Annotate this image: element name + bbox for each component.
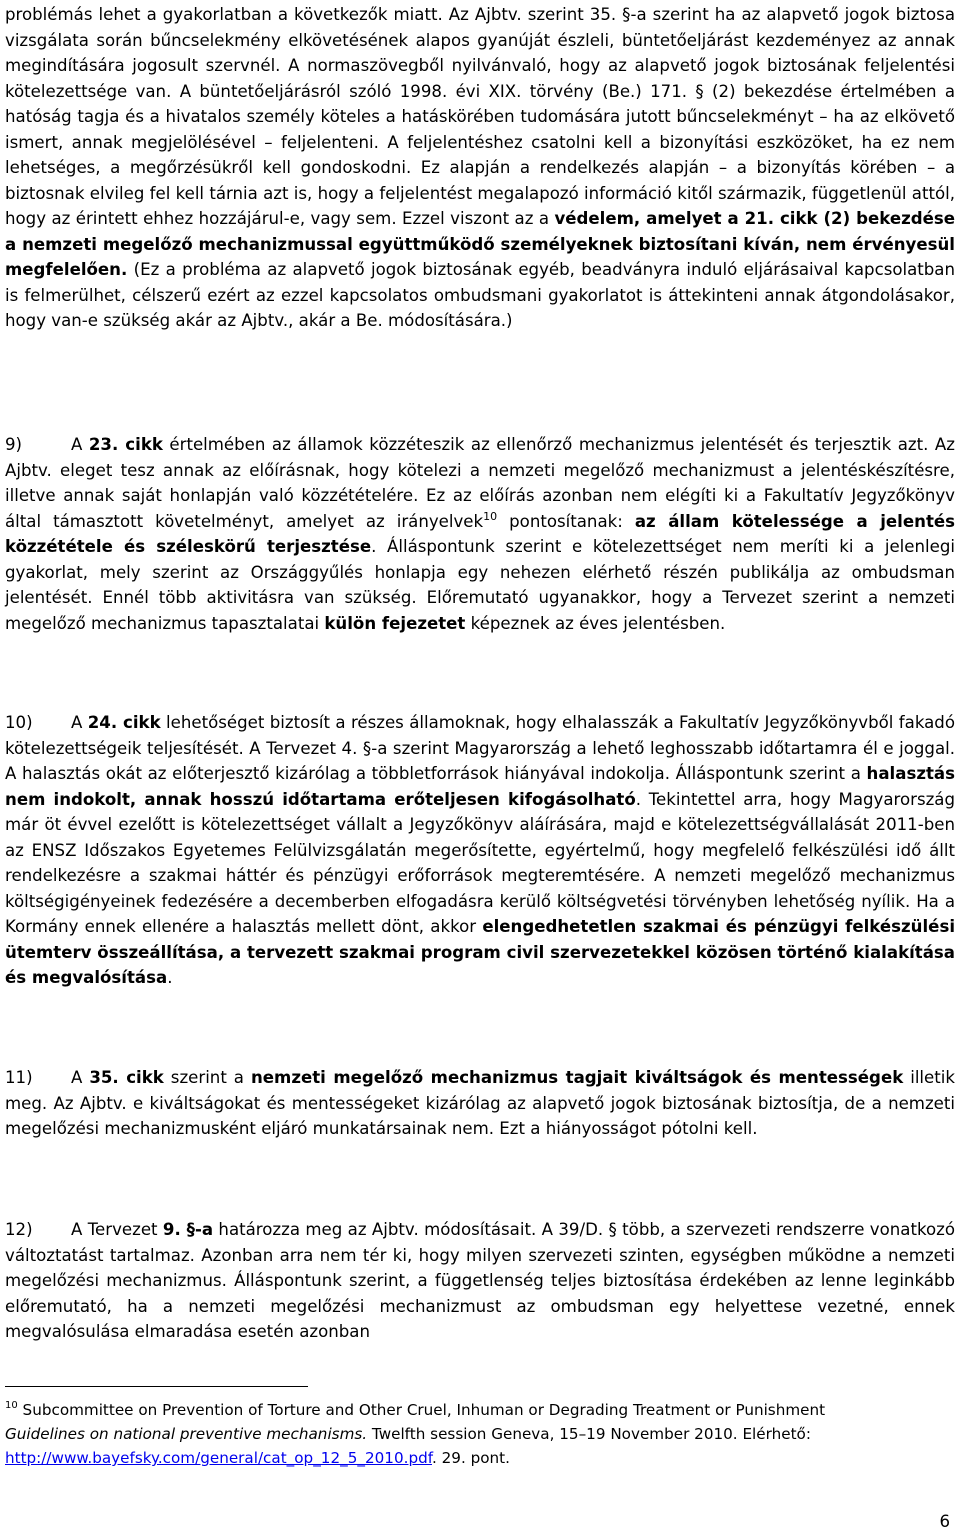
item-number: 11) bbox=[5, 1068, 33, 1087]
paragraph-item-9 bbox=[5, 432, 955, 636]
text-run: (Ez a probléma az alapvető jogok biztosának egyéb, beadványra induló eljárásaival kapcsolatban is felmerülhet, célszerű ezért az ezzel kapcsolatos ombudsmani gyakorlatot is áttekinteni annak átgondolásakor, hogy van-e szükség akár az Ajbtv., akár a Be. módosítására.) bbox=[5, 260, 955, 330]
footnote-session: Twelfth session Geneva, 15–19 November 2010. Elérhető: bbox=[367, 1425, 811, 1443]
text-run: pontosítanak: bbox=[497, 511, 635, 531]
text-run: illetik meg. Az Ajbtv. e kiváltságokat és mentességeket kizárólag az alapvető jogok biztosának biztosítja, de a nemzeti megelőzési mechanizmusként eljáró munkatársainak nem. Ezt a hiányosságot pótolni kell. bbox=[5, 1068, 955, 1138]
footnote bbox=[5, 1398, 955, 1470]
text-run: . bbox=[167, 968, 173, 987]
text-run: határozza meg az Ajbtv. módosításait. A 39/D. § több, a szervezeti rendszerre vonatkozó változtatást tartalmaz. Azonban arra nem tér ki, hogy milyen szervezeti szinten, egységben működne a nemzeti megelőzési mechanizmus. Álláspontunk szerint, a függetlenség teljes biztosítása érdekében az lenne leginkább előremutató, ha a nemzeti megelőzési mechanizmust az ombudsman egy helyettese vezetné, ennek megvalósulása elmaradása esetén azonban bbox=[5, 1220, 956, 1341]
footnote-marker: 10 bbox=[5, 1400, 18, 1411]
text-run: szerint a bbox=[163, 1068, 251, 1087]
paragraph-intro bbox=[5, 2, 955, 334]
bold-text: külön fejezetet bbox=[324, 613, 466, 633]
bold-text: 35. cikk bbox=[89, 1068, 164, 1087]
text-run: . Tekintettel arra, hogy Magyarország már öt évvel ezelőtt is kötelezettséget vállalt a Jegyzőkönyv aláírására, majd e kötelezettségvállalását 2011-ben az ENSZ Időszakos Egyetemes Felülvizsgálatán megerősítette, egyértelmű, hogy megfelelő felkészülési idő állt rendelkezésre a szakmai háttér és pénzügyi erőforrások megteremtésére. A nemzeti megelőző mechanizmus költségigényeinek fedezésére a decemberben elfogadásra kerülő költségvetési törvényben lehetőség nyílik. Ha a Kormány ennek ellenére a halasztás mellett dönt, akkor bbox=[5, 789, 956, 936]
footnote-line-3 bbox=[5, 1446, 955, 1470]
paragraph-item-10 bbox=[5, 710, 955, 991]
footnote-link[interactable]: http://www.bayefsky.com/general/cat_op_12_5_2010.pdf bbox=[5, 1449, 432, 1467]
paragraph-item-11 bbox=[5, 1065, 955, 1142]
item-number: 12) bbox=[5, 1220, 33, 1239]
bold-text: 24. cikk bbox=[87, 713, 161, 732]
paragraph-item-12 bbox=[5, 1217, 955, 1345]
bold-text: nemzeti megelőző mechanizmus tagjait kiváltságok és mentességek bbox=[250, 1068, 904, 1087]
bold-text: védelem, amelyet a 21. cikk (2) bekezdése a nemzeti megelőző mechanizmussal együttműködő személyeknek biztosítani kíván, nem érvényesül megfelelően. bbox=[5, 209, 956, 279]
footnote-text: Subcommittee on Prevention of Torture and Other Cruel, Inhuman or Degrading Treatment or Punishment bbox=[17, 1401, 826, 1419]
item-number: 10) bbox=[5, 713, 33, 732]
text-run: értelmében az államok közzéteszik az ellenőrző mechanizmus jelentését és terjesztik azt. Az Ajbtv. eleget tesz annak az előírásnak, hogy kötelezi a nemzeti megelőző mechanizmust a jelentéskészítésre, illetve annak saját honlapján való közzétételére. Ez az előírás azonban nem elégíti ki a Fakultatív Jegyzőkönyv által támasztott követelményt, amelyet az irányelvek bbox=[5, 435, 955, 531]
text-run: A bbox=[71, 435, 89, 454]
bold-text: elengedhetetlen szakmai és pénzügyi felkészülési ütemterv összeállítása, a tervezett szakmai program civil szervezetekkel közösen történő kialakítása és megvalósítása bbox=[5, 917, 956, 987]
item-number: 9) bbox=[5, 435, 23, 454]
text-run: A Tervezet bbox=[71, 1220, 163, 1239]
footnote-title: Guidelines on national preventive mechanisms. bbox=[5, 1425, 368, 1443]
text-run: A bbox=[71, 713, 88, 732]
bold-text: 23. cikk bbox=[88, 435, 163, 454]
footnote-separator bbox=[5, 1386, 308, 1387]
text-run: lehetőséget biztosít a részes államoknak, hogy elhalasszák a Fakultatív Jegyzőkönyvből fakadó kötelezettségeik teljesítését. A Tervezet 4. §-a szerint Magyarország a lehető leghosszabb időtartamra él e joggal. A halasztás okát az előterjesztő kizárólag a többletforrások hiányával indokolja. Álláspontunk szerint a bbox=[5, 713, 955, 783]
footnote-reference-marker: 10 bbox=[483, 509, 498, 523]
bold-text: 9. §-a bbox=[162, 1220, 214, 1239]
text-run: . Álláspontunk szerint e kötelezettséget nem meríti ki a jelenlegi gyakorlat, mely szerint az Országgyűlés honlapja egy nehezen elérhető részén publikálja az ombudsman jelentését. Ennél több aktivitásra van szükség. Előremutató ugyanakkor, hogy a Tervezet szerint a nemzeti megelőző mechanizmus tapasztalatai bbox=[5, 537, 955, 633]
footnote-reference: . 29. pont. bbox=[431, 1449, 510, 1467]
page-number: 6 bbox=[939, 1512, 950, 1531]
text-run: képeznek az éves jelentésben. bbox=[465, 613, 726, 633]
text-run: problémás lehet a gyakorlatban a következők miatt. Az Ajbtv. szerint 35. §-a szerint ha az alapvető jogok biztosa vizsgálata során bűncselekmény elkövetésének alapos gyanúját észleli, büntetőeljárást kezdeményez az annak megindítására jogosult szervnél. A normaszövegből nyilvánvaló, hogy az alapvető jogok biztosának feljelentési kötelezettsége van. A büntetőeljárásról szóló 1998. évi XIX. törvény (Be.) 171. § (2) bekezdése értelmében a hatóság tagja és a hivatalos személy köteles a hatáskörében tudomására jutott bűncselekményt – ha az elkövető ismert, annak megjelölésével – feljelenteni. A feljelentéshez csatolni kell a bizonyítási eszközöket, ha ez nem lehetséges, a megőrzésükről kell gondoskodni. Ez alapján a rendelkezés alapján – a bizonyítás körében – a biztosnak elvileg fel kell tárnia azt is, hogy a feljelentést megalapozó információ kitől származik, függetlenül attól, hogy az érintett ehhez hozzájárul-e, vagy sem. Ezzel viszont az a bbox=[5, 5, 955, 228]
bold-text: az állam kötelessége a jelentés közzététele és széleskörű terjesztése bbox=[5, 511, 956, 556]
footnote-line-2 bbox=[5, 1422, 955, 1446]
footnote-line-1 bbox=[5, 1398, 955, 1422]
bold-text: halasztás nem indokolt, annak hosszú időtartama erőteljesen kifogásolható bbox=[5, 764, 955, 809]
text-run: A bbox=[71, 1068, 90, 1087]
